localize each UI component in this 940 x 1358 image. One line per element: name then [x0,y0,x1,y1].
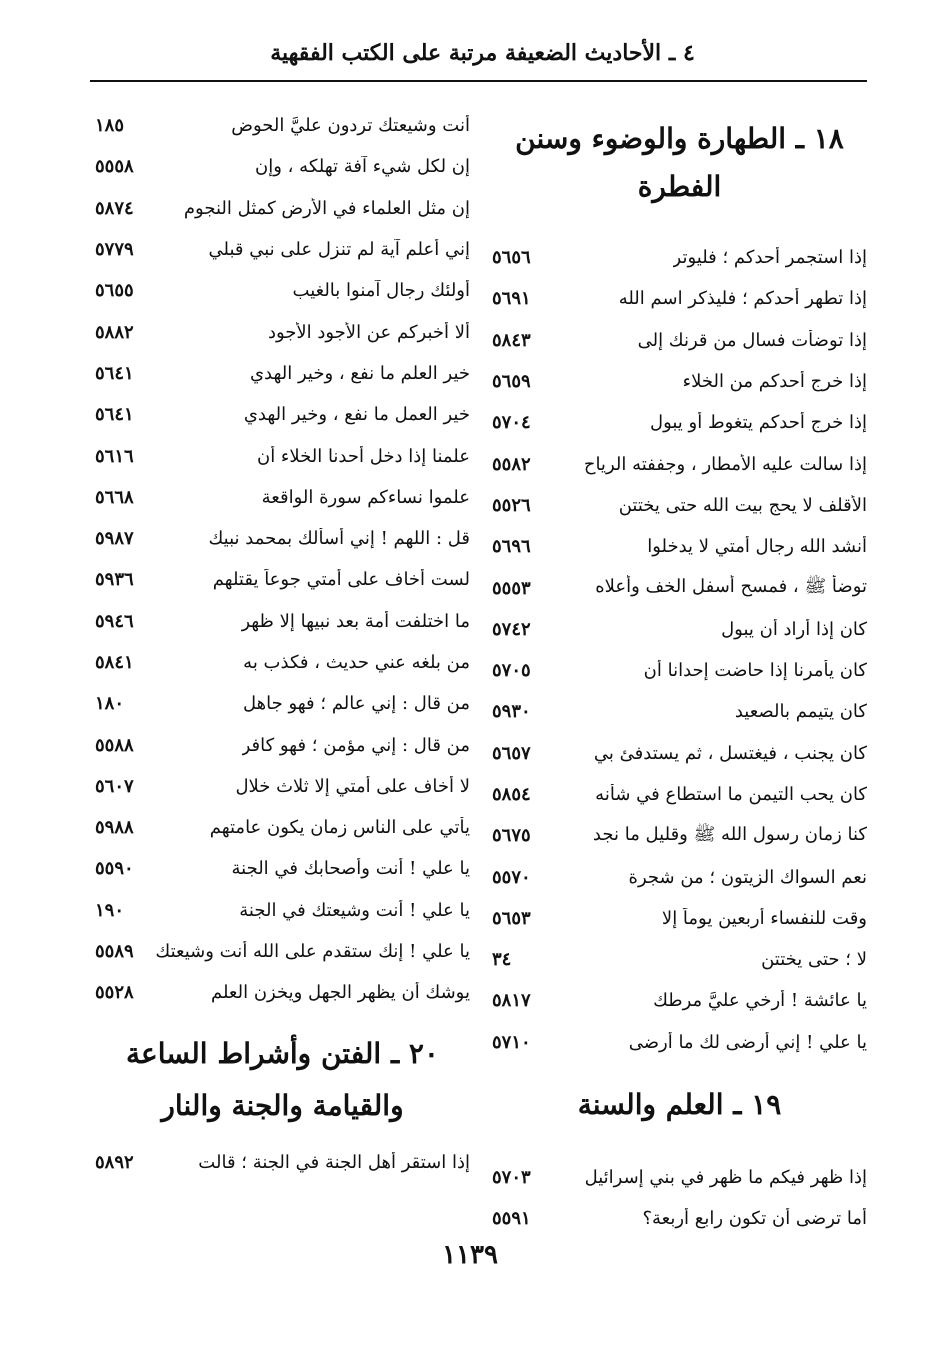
list-item [95,766,470,807]
entry-text: علموا نساءكم سورة الواقعة [261,486,470,508]
entry-number: ٥٩٣٠ [492,701,531,723]
right-column [492,105,867,1240]
list-item [95,270,470,311]
section-20-title-line1: ٢٠ ـ الفتن وأشراط الساعة [126,1036,439,1070]
entry-number: ٥٥٨٨ [95,734,134,756]
list-item [492,278,867,319]
list-item [492,567,867,608]
list-item [492,609,867,650]
entry-text: توضأ ﷺ ، فمسح أسفل الخف وأعلاه [595,576,867,598]
entry-text: يا عائشة ! أرخي عليَّ مرطك [653,990,867,1012]
list-item [95,683,470,724]
list-item [492,1198,867,1239]
list-item [492,361,867,402]
list-item [95,146,470,187]
entry-text: إن لكل شيء آفة تهلكه ، وإن [255,156,470,178]
list-item [95,394,470,435]
entry-number: ٥٩٣٦ [95,569,134,591]
entry-number: ٥٩٨٨ [95,817,134,839]
entry-text: إذا استقر أهل الجنة في الجنة ؛ قالت [198,1151,470,1173]
entry-number: ٥٨٤٣ [492,329,531,351]
entry-number: ٥٨٨٢ [95,321,134,343]
entry-number: ٣٤ [492,949,512,971]
section-19-title: ١٩ ـ العلم والسنة [577,1087,782,1121]
left-column [95,105,470,1183]
entry-number: ٥٥٩١ [492,1208,531,1230]
entry-number: ٥٥٥٣ [492,577,531,599]
entry-number: ٥٧٠٤ [492,412,531,434]
entry-text: إذا خرج أحدكم يتغوط أو يبول [649,412,867,434]
entry-text: كنا زمان رسول الله ﷺ وقليل ما نجد [592,823,867,845]
entry-number: ٥٧٠٣ [492,1167,531,1189]
entry-text: أولئك رجال آمنوا بالغيب [292,280,470,302]
list-item [95,890,470,931]
list-item [492,733,867,774]
entry-text: أنت وشيعتك تردون عليَّ الحوض [231,115,470,137]
entry-number: ١٨٠ [95,693,125,715]
entry-number: ٥٥٧٠ [492,866,531,888]
entry-number: ٥٦٦٨ [95,486,134,508]
list-item [95,229,470,270]
page-number: ١١٣٩ [442,1240,498,1270]
entry-number: ٥٨٤١ [95,652,134,673]
list-item [492,691,867,732]
entry-text: إذا سالت عليه الأمطار ، وجففته الرياح [583,453,867,475]
entry-number: ٥٨٥٤ [492,784,531,805]
continued-list [95,105,470,1014]
entry-number: ٥٦٧٥ [492,825,531,847]
list-item [95,642,470,683]
entry-text: قل : اللهم ! إني أسألك بمحمد نبيك [208,528,470,550]
entry-text: أنشد الله رجال أمتي لا يدخلوا [647,536,867,558]
entry-text: إذا توضأت فسال من قرنك إلى [637,329,867,351]
list-item [492,1157,867,1198]
entry-number: ٥٥٩٠ [95,858,134,880]
entry-number: ٥٩٨٧ [95,528,134,550]
entry-number: ٥٦٩١ [492,288,531,310]
entry-text: يا علي ! إنك ستقدم على الله أنت وشيعتك [155,941,470,963]
entry-number: ٥٦٤١ [95,362,134,384]
entry-text: من قال : إني عالم ؛ فهو جاهل [243,693,470,715]
list-item [492,774,867,815]
entry-text: إذا خرج أحدكم من الخلاء [682,371,867,393]
list-item [492,856,867,897]
entry-number: ٥٧٤٢ [492,618,531,640]
entry-number: ٥٧٧٩ [95,239,134,261]
entry-text: وقت للنفساء أربعين يوماً إلا [661,907,867,929]
list-item [95,311,470,352]
list-item [95,105,470,146]
list-item [95,188,470,229]
entry-number: ٥٦٥٣ [492,907,531,929]
section-20-list [95,1142,470,1183]
entry-text: كان يحب التيمن ما استطاع في شأنه [595,784,867,805]
entry-text: إني أعلم آية لم تنزل على نبي قبلي [208,239,470,261]
section-19-list [492,1157,867,1240]
list-item [492,485,867,526]
entry-text: إذا استجمر أحدكم ؛ فليوتر [672,247,867,269]
entry-text: لست أخاف على أمتي جوعاً يقتلهم [212,569,470,591]
entry-number: ٥٧١٠ [492,1031,531,1053]
entry-number: ٥٦٤١ [95,404,134,426]
entry-number: ٥٨٧٤ [95,197,134,219]
entry-number: ٥٩٤٦ [95,610,134,632]
entry-text: إذا ظهر فيكم ما ظهر في بني إسرائيل [584,1167,867,1189]
entry-text: إذا تطهر أحدكم ؛ فليذكر اسم الله [618,288,867,310]
entry-number: ١٩٠ [95,899,125,921]
entry-text: يأتي على الناس زمان يكون عامتهم [209,817,470,839]
entry-number: ٥٥٨٩ [95,941,134,963]
list-item [95,848,470,889]
list-item [492,980,867,1021]
entry-number: ٥٥٥٨ [95,156,134,178]
entry-text: خير العلم ما نفع ، وخير الهدي [249,362,470,384]
entry-number: ٥٦٥٩ [492,371,531,393]
entry-text: أما ترضى أن تكون رابع أربعة؟ [642,1208,867,1230]
list-item [492,1022,867,1063]
page-header-title: ٤ ـ الأحاديث الضعيفة مرتبة على الكتب الفقهية [270,40,695,66]
list-item [492,939,867,980]
entry-text: من بلغه عني حديث ، فكذب به [243,652,470,673]
entry-text: لا ؛ حتى يختتن [761,949,867,971]
list-item [492,320,867,361]
list-item [492,526,867,567]
entry-text: كان يجنب ، فيغتسل ، ثم يستدفئ بي [593,742,867,764]
section-18-list [492,237,867,1063]
list-item [95,435,470,476]
list-item [492,402,867,443]
list-item [492,443,867,484]
entry-number: ٥٦١٦ [95,445,134,467]
list-item [95,477,470,518]
entry-number: ٥٧٠٥ [492,660,531,682]
entry-number: ٥٥٢٦ [492,494,531,516]
entry-number: ٥٦٥٥ [95,280,134,302]
entry-text: علمنا إذا دخل أحدنا الخلاء أن [256,445,470,467]
list-item [95,1142,470,1183]
entry-text: يا علي ! أنت وأصحابك في الجنة [231,858,470,880]
entry-text: لا أخاف على أمتي إلا ثلاث خلال [235,775,470,797]
entry-number: ٥٦٥٧ [492,742,531,764]
entry-text: الأقلف لا يحج بيت الله حتى يختتن [618,494,867,516]
header-divider [90,80,867,82]
entry-text: ما اختلفت أمة بعد نبيها إلا ظهر [241,610,470,632]
entry-number: ٥٦٥٦ [492,247,531,269]
entry-number: ٥٥٢٨ [95,982,134,1004]
list-item [95,724,470,765]
entry-text: كان إذا أراد أن يبول [721,618,867,640]
entry-text: خير العمل ما نفع ، وخير الهدي [243,404,470,426]
entry-number: ٥٨١٧ [492,990,531,1012]
entry-text: يوشك أن يظهر الجهل ويخزن العلم [210,982,470,1004]
section-18-title: ١٨ ـ الطهارة والوضوء وسنن الفطرة [515,122,844,203]
entry-number: ٥٨٩٢ [95,1151,134,1173]
entry-text: كان يأمرنا إذا حاضت إحدانا أن [643,660,867,682]
entry-number: ٥٦٠٧ [95,775,134,797]
list-item [95,601,470,642]
list-item [95,807,470,848]
entry-number: ٥٦٩٦ [492,536,531,558]
section-20-title-line2: والقيامة والجنة والنار [161,1088,404,1122]
entry-number: ١٨٥ [95,115,125,137]
entry-text: يا علي ! أنت وشيعتك في الجنة [239,899,470,921]
entry-number: ٥٥٨٢ [492,453,531,475]
list-item [492,898,867,939]
entry-text: نعم السواك الزيتون ؛ من شجرة [628,866,867,888]
list-item [95,353,470,394]
list-item [492,650,867,691]
entry-text: يا علي ! إني أرضى لك ما أرضى [628,1031,867,1053]
entry-text: إن مثل العلماء في الأرض كمثل النجوم [183,197,470,219]
list-item [492,237,867,278]
list-item [492,815,867,856]
list-item [95,559,470,600]
list-item [95,972,470,1013]
list-item [95,931,470,972]
list-item [95,518,470,559]
entry-text: كان يتيمم بالصعيد [734,701,867,723]
entry-text: من قال : إني مؤمن ؛ فهو كافر [241,734,470,756]
entry-text: ألا أخبركم عن الأجود الأجود [267,321,470,343]
